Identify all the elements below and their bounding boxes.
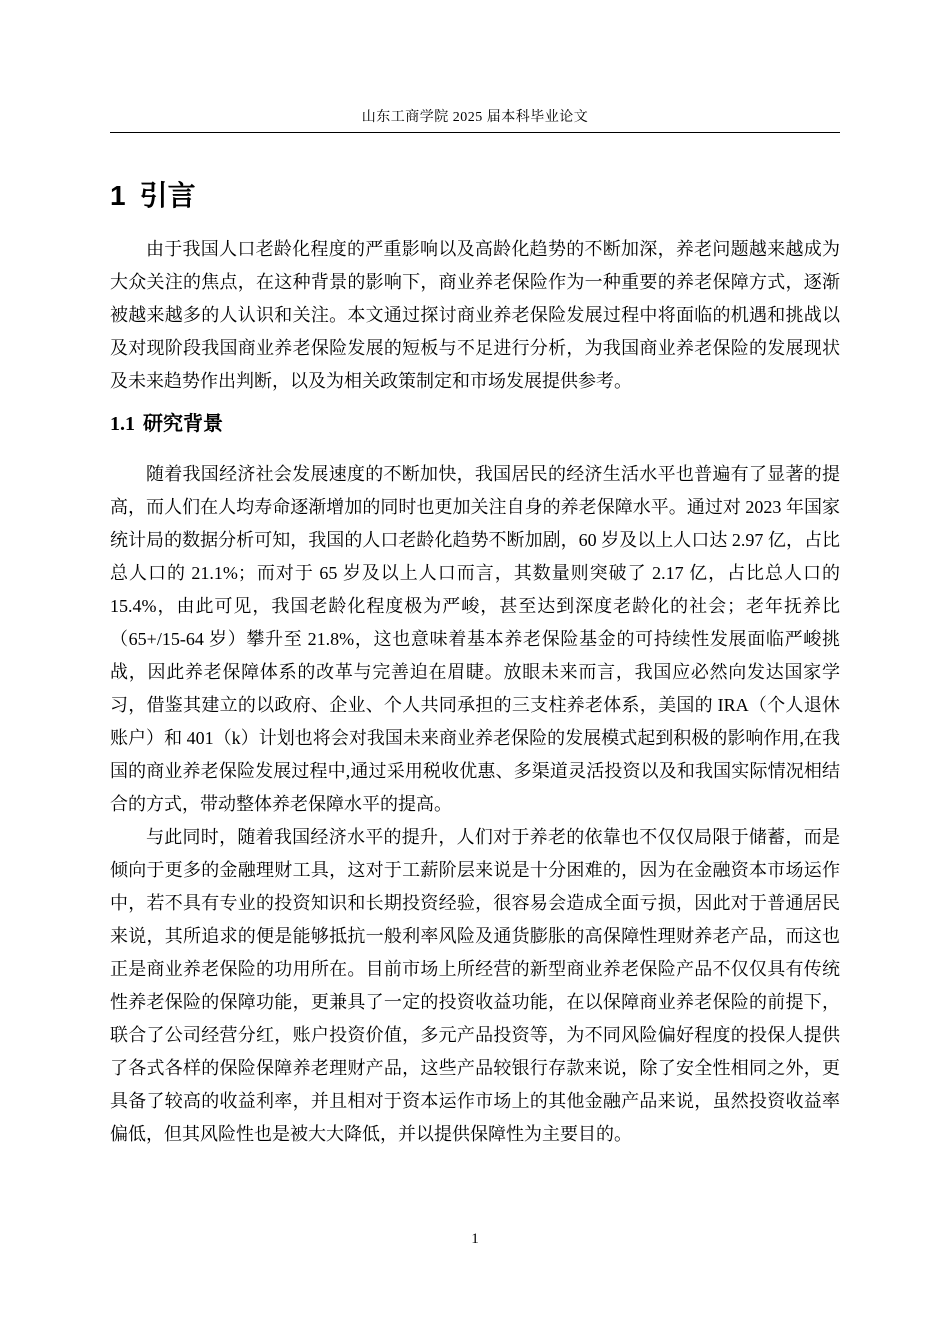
section-number: 1.1 [110,413,135,435]
chapter-number: 1 [110,180,126,211]
page-number [0,1231,950,1248]
section-title: 研究背景 [143,413,223,435]
document-content [0,179,950,1151]
paragraph-intro: 由于我国人口老龄化程度的严重影响以及高龄化趋势的不断加深，养老问题越来越成为大众关注的焦点，在这种背景的影响下，商业养老保险作为一种重要的养老保障方式，逐渐被越来越多的人认识和关注。本文通过探讨商业养老保险发展过程中将面临的机遇和挑战以及对现阶段我国商业养老保险发展的短板与不足进行分析，为我国商业养老保险的发展现状及未来趋势作出判断，以及为相关政策制定和市场发展提供参考。 [110,239,840,391]
paragraph-background-1: 随着我国经济社会发展速度的不断加快，我国居民的经济生活水平也普遍有了显著的提高，而人们在人均寿命逐渐增加的同时也更加关注自身的养老保障水平。通过对 2023 年国家统计局的数据分析可知，我国的人口老龄化趋势不断加剧，60 岁及以上人口达 2.97 亿，占比总人口的 21.1%；而对于 65 岁及以上人口而言，其数量则突破了 2.17 亿，占比总人口的 15.4%，由此可见，我国老龄化程度极为严峻，甚至达到深度老龄化的社会；老年抚养比（65+/15-64 岁）攀升至 21.8%，这也意味着基本养老保险基金的可持续性发展面临严峻挑战，因此养老保障体系的改革与完善迫在眉睫。放眼未来而言，我国应必然向发达国家学习，借鉴其建立的以政府、企业、个人共同承担的三支柱养老体系，美国的 IRA（个人退休账户）和 401（k）计划也将会对我国未来商业养老保险的发展模式起到积极的影响作用,在我国的商业养老保险发展过程中,通过采用税收优惠、多渠道灵活投资以及和我国实际情况相结合的方式，带动整体养老保障水平的提高。 [110,464,840,814]
paragraph-background-2: 与此同时，随着我国经济水平的提升，人们对于养老的依靠也不仅仅局限于储蓄，而是倾向于更多的金融理财工具，这对于工薪阶层来说是十分困难的，因为在金融资本市场运作中，若不具有专业的投资知识和长期投资经验，很容易会造成全面亏损，因此对于普通居民来说，其所追求的便是能够抵抗一般利率风险及通货膨胀的高保障性理财养老产品，而这也正是商业养老保险的功用所在。目前市场上所经营的新型商业养老保险产品不仅仅具有传统性养老保险的保障功能，更兼具了一定的投资收益功能，在以保障商业养老保险的前提下，联合了公司经营分红，账户投资价值，多元产品投资等，为不同风险偏好程度的投保人提供了各式各样的保险保障养老理财产品，这些产品较银行存款来说，除了安全性相同之外，更具备了较高的收益利率，并且相对于资本运作市场上的其他金融产品来说，虽然投资收益率偏低，但其风险性也是被大大降低，并以提供保障性为主要目的。 [110,827,840,1144]
running-header [110,0,840,133]
page-number-value: 1 [471,1231,479,1247]
chapter-title: 引言 [139,180,196,211]
section-heading [110,410,840,438]
running-header-text: 山东工商学院 2025 届本科毕业论文 [361,110,589,125]
chapter-heading [110,179,840,213]
